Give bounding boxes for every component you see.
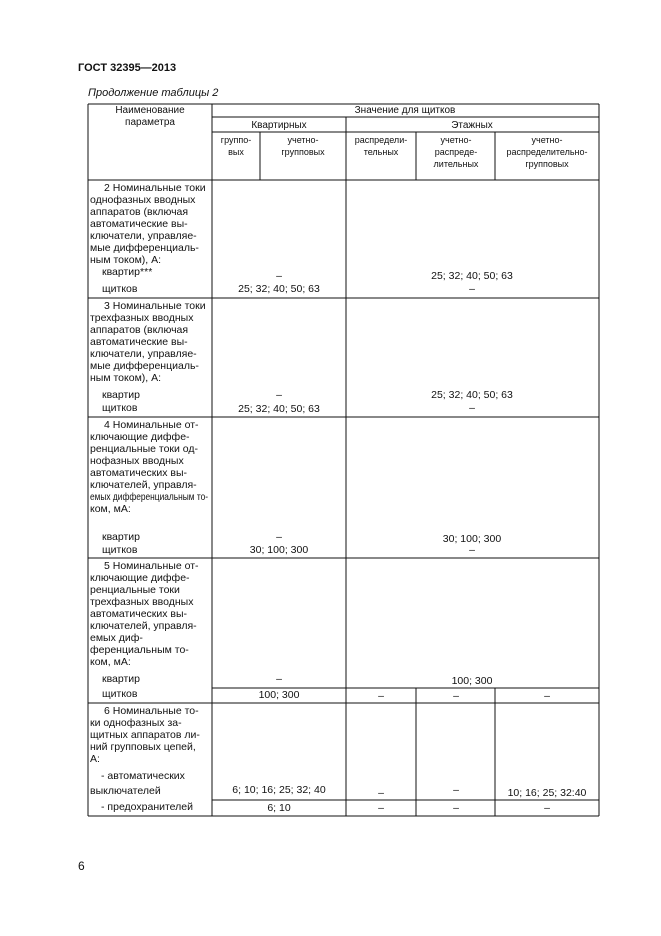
- param-text: ключатели, управляе-: [90, 230, 197, 242]
- subheader-metering-group-1: учетно-: [287, 135, 319, 145]
- param-text: ключателей, управля-: [90, 620, 197, 632]
- param-text: ки однофазных за-: [90, 717, 182, 729]
- breakers-metering-distribution-group-value: 10; 16; 25; 32:40: [507, 787, 587, 799]
- param-text: ференциальным то-: [90, 644, 189, 656]
- document-id: ГОСТ 32395—2013: [78, 62, 177, 74]
- param-text: щитков: [102, 402, 138, 414]
- param-text: квартир: [102, 389, 141, 401]
- values-header: Значение для щитков: [354, 105, 456, 116]
- table-continuation-caption: Продолжение таблицы 2: [88, 87, 219, 99]
- param-text: ний групповых цепей,: [90, 741, 196, 753]
- param-text: ком, мА:: [90, 656, 131, 668]
- apartment-value: 30; 100; 300: [249, 544, 309, 556]
- param-text: ключающие диффе-: [90, 572, 190, 584]
- param-text: щитков: [102, 544, 138, 556]
- param-text: ключателей, управля-: [90, 479, 197, 491]
- table-row: [90, 705, 587, 814]
- param-text: трехфазных вводных: [90, 312, 194, 324]
- param-text: трехфазных вводных: [90, 596, 194, 608]
- param-text: ренциальные токи: [90, 584, 180, 596]
- fuses-apartment-value: 6; 10: [267, 802, 291, 814]
- param-text: аппаратов (включая: [90, 206, 189, 218]
- param-text: щитных аппаратов ли-: [90, 729, 200, 741]
- floor-value: 30; 100; 300: [442, 533, 502, 545]
- floor-value: 25; 32; 40; 50; 63: [431, 389, 513, 401]
- subheader-group-2: вых: [228, 147, 244, 157]
- metering-distribution-group-value: –: [544, 690, 550, 702]
- subheader-metering-distribution-group-2: распределительно-: [506, 147, 588, 157]
- param-text: 5 Номинальные от-: [104, 560, 199, 572]
- breakers-metering-distribution-value: –: [453, 784, 459, 796]
- subheader-metering-distribution-1: учетно-: [440, 135, 472, 145]
- floor-value: 25; 32; 40; 50; 63: [431, 270, 513, 282]
- param-text: ным током), А:: [90, 254, 162, 266]
- param-text: щитков: [102, 688, 138, 700]
- param-text: щитков: [102, 283, 138, 295]
- param-text: квартир***: [102, 266, 153, 278]
- param-text: аппаратов (включая: [90, 324, 189, 336]
- apartment-value: –: [276, 389, 282, 401]
- param-text: автоматические вы-: [90, 218, 188, 230]
- table-row: [90, 560, 550, 702]
- param-text: квартир: [102, 531, 141, 543]
- param-text: 2 Номинальные токи: [104, 182, 206, 194]
- param-text: 3 Номинальные токи: [104, 300, 206, 312]
- param-text: нофазных вводных: [90, 455, 184, 467]
- param-text: квартир: [102, 673, 141, 685]
- table-row: [90, 419, 501, 556]
- subheader-distribution-2: тельных: [363, 147, 399, 157]
- floor-value: –: [469, 283, 475, 295]
- page-number: 6: [78, 859, 85, 873]
- subheader-metering-distribution-group-1: учетно-: [531, 135, 563, 145]
- param-text: ком, мА:: [90, 503, 131, 515]
- fuses-distribution-value: –: [378, 802, 384, 814]
- floor-value: 100; 300: [451, 675, 493, 687]
- subheader-metering-distribution-3: лительных: [433, 159, 479, 169]
- breakers-distribution-value: –: [378, 787, 384, 799]
- subheader-group-1: группо-: [220, 135, 252, 145]
- apartment-value: –: [276, 673, 282, 685]
- param-text: - предохранителей: [101, 801, 194, 813]
- param-text: однофазных вводных: [90, 194, 196, 206]
- apartment-value: 25; 32; 40; 50; 63: [238, 403, 320, 415]
- subheader-metering-distribution-2: распреде-: [434, 147, 478, 157]
- table-row: [90, 182, 513, 295]
- param-text: 6 Номинальные то-: [104, 705, 199, 717]
- param-text: ренциальные токи од-: [90, 443, 199, 455]
- metering-distribution-value: –: [453, 690, 459, 702]
- param-text: ным током), А:: [90, 372, 162, 384]
- floor-value: –: [469, 402, 475, 414]
- param-text: выключателей: [90, 785, 161, 797]
- param-text: мые дифференциаль-: [90, 360, 199, 372]
- apartment-value: 25; 32; 40; 50; 63: [238, 283, 320, 295]
- param-text: емых дифференциальным то-: [90, 491, 209, 503]
- param-text: ключающие диффе-: [90, 431, 190, 443]
- param-text: - автоматических: [101, 770, 185, 782]
- floor-value: –: [469, 544, 475, 556]
- param-text: автоматических вы-: [90, 467, 188, 479]
- floor-group-header: Этажных: [451, 120, 493, 131]
- apartment-group-header: Квартирных: [251, 120, 307, 131]
- fuses-metering-distribution-value: –: [453, 802, 459, 814]
- apartment-value: 100; 300: [258, 689, 300, 701]
- subheader-distribution-1: распредели-: [354, 135, 408, 145]
- param-text: ключатели, управляе-: [90, 348, 197, 360]
- breakers-apartment-value: 6; 10; 16; 25; 32; 40: [232, 784, 326, 796]
- param-text: А:: [90, 753, 100, 765]
- param-text: автоматических вы-: [90, 608, 188, 620]
- param-text: мые дифференциаль-: [90, 242, 199, 254]
- param-text: 4 Номинальные от-: [104, 419, 199, 431]
- param-text: автоматические вы-: [90, 336, 188, 348]
- subheader-metering-distribution-group-3: групповых: [525, 159, 569, 169]
- apartment-value: –: [276, 270, 282, 282]
- subheader-metering-group-2: групповых: [281, 147, 325, 157]
- table-row: [90, 300, 513, 415]
- param-header-line-2: параметра: [125, 117, 175, 128]
- distribution-value: –: [378, 690, 384, 702]
- fuses-metering-distribution-group-value: –: [544, 802, 550, 814]
- apartment-value: –: [276, 531, 282, 543]
- param-text: емых диф-: [90, 632, 143, 644]
- param-header-line-1: Наименование: [115, 105, 185, 116]
